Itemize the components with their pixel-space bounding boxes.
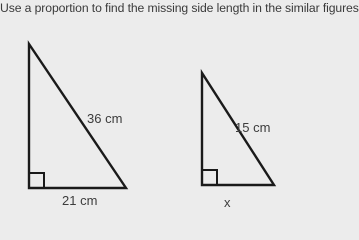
large-right-angle-marker: [29, 173, 44, 188]
small-hypotenuse-label: 15 cm: [235, 120, 271, 135]
small-right-angle-marker: [202, 170, 217, 185]
small-base-label: x: [224, 195, 231, 210]
large-base-label: 21 cm: [62, 193, 98, 208]
question-text: Use a proportion to find the missing side length in the similar figures: [0, 1, 359, 15]
small-triangle: [202, 73, 274, 210]
large-triangle: [29, 44, 126, 208]
large-hypotenuse-label: 36 cm: [87, 111, 123, 126]
